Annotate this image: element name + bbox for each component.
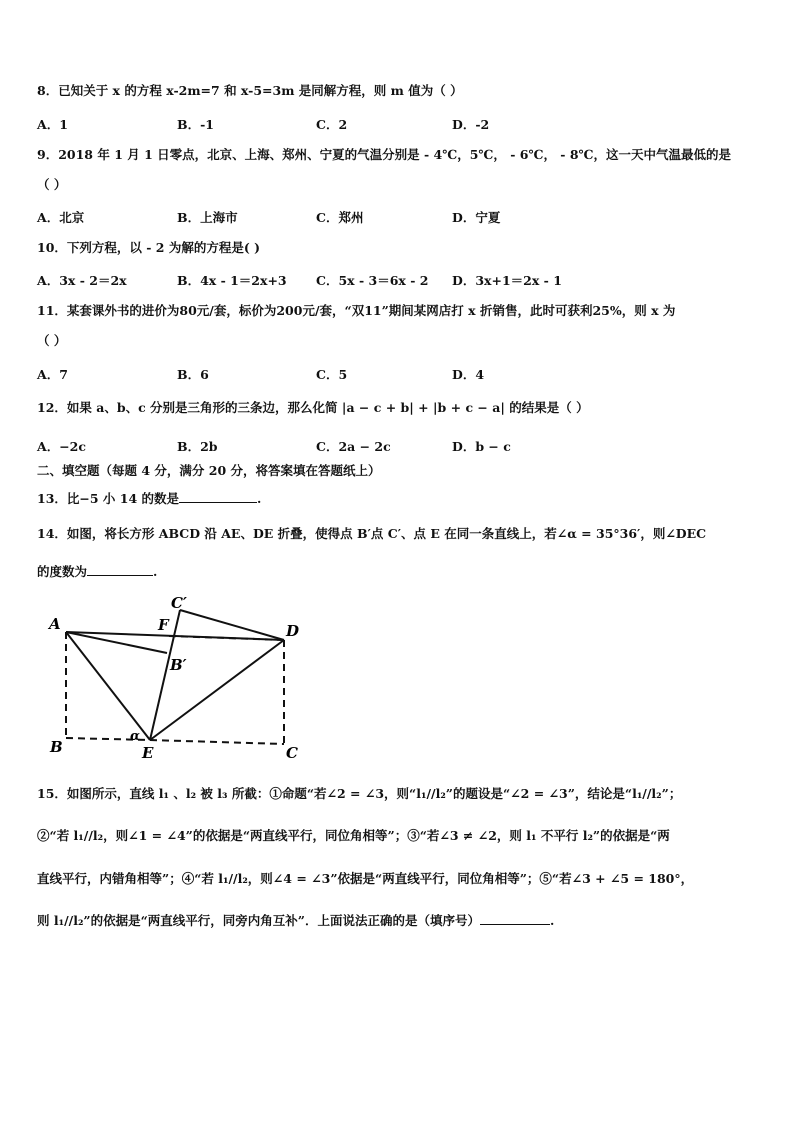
q14-stem-end: . — [153, 564, 158, 579]
q15-answer-blank[interactable] — [480, 912, 550, 925]
q11-option-d: D．4 — [452, 367, 485, 382]
q13-answer-blank[interactable] — [179, 490, 257, 503]
q14-stem-line2 — [37, 563, 760, 580]
line-C-prime-D — [180, 610, 284, 640]
q11-option-b: B．6 — [177, 367, 209, 382]
q8-stem: 8．已知关于 x 的方程 x-2m=7 和 x-5=3m 是同解方程，则 m 值为（ ） — [37, 83, 463, 98]
q8-options — [37, 115, 757, 131]
q15-end: . — [550, 913, 555, 928]
label-D: D — [286, 622, 300, 640]
edge-EC-dashed — [150, 740, 284, 744]
q9-stem-line1: 9．2018 年 1 月 1 日零点，北京、上海、郑州、宁夏的气温分别是 - 4℃，5℃， - 6℃， - 8℃，这一天中气温最低的是 — [37, 147, 732, 162]
q12-option-b: B．2b — [177, 439, 218, 454]
q15-line3: 直线平行，内错角相等”；④“若 l₁//l₂，则∠4 = ∠3”依据是“两直线平行，同位角相等”；⑤“若∠3 + ∠5 = 180°， — [37, 871, 694, 886]
line-AE — [66, 632, 150, 740]
q14-figure — [44, 592, 314, 762]
q15-line1: 15．如图所示，直线 l₁ 、l₂ 被 l₃ 所截：①命题“若∠2 = ∠3，则“l₁//l₂”的题设是“∠2 = ∠3”，结论是“l₁//l₂”； — [37, 786, 682, 801]
q8-option-b: B．-1 — [177, 117, 214, 132]
q11-options — [37, 365, 757, 381]
q12-stem: 12．如果 a、b、c 分别是三角形的三条边，那么化简 |a − c + b| + |b + c − a| 的结果是（ ） — [37, 400, 589, 415]
q10-options — [37, 271, 757, 287]
q14-stem-line1: 14．如图，将长方形 ABCD 沿 AE、DE 折叠，使得点 B′点 C′、点 E 在同一条直线上，若∠α = 35°36′，则∠DEC — [37, 526, 707, 541]
q12-option-a: A．−2c — [37, 439, 86, 454]
label-B: B — [50, 738, 63, 756]
q9-stem-line2: （ ） — [37, 177, 67, 192]
label-C: C — [286, 744, 298, 762]
q9-option-d: D．宁夏 — [452, 210, 501, 225]
label-F: F — [158, 616, 169, 634]
q14-geometry-diagram — [44, 592, 314, 762]
label-A: A — [49, 615, 61, 633]
label-E: E — [142, 744, 154, 762]
q9-option-c: C．郑州 — [316, 210, 364, 225]
q8-option-a: A．1 — [37, 117, 68, 132]
q12-options — [37, 437, 757, 453]
q8-option-d: D．-2 — [452, 117, 490, 132]
q10-stem: 10．下列方程，以 - 2 为解的方程是( ) — [37, 240, 261, 255]
q11-stem-line2: （ ） — [37, 333, 67, 348]
q14-answer-blank[interactable] — [87, 563, 153, 576]
q13-stem-end: . — [257, 491, 262, 506]
q10-option-a: A．3x - 2＝2x — [37, 273, 127, 288]
q10-option-b: B．4x - 1＝2x+3 — [177, 273, 287, 288]
q15-line2: ②“若 l₁//l₂，则∠1 = ∠4”的依据是“两直线平行，同位角相等”；③“若∠3 ≠ ∠2，则 l₁ 不平行 l₂”的依据是“两 — [37, 828, 670, 843]
label-B-prime: B′ — [170, 656, 187, 674]
label-alpha: α — [130, 729, 141, 744]
q11-stem-line1: 11．某套课外书的进价为80元/套，标价为200元/套，“双11”期间某网店打 x 折销售，此时可获利25%，则 x 为 — [37, 303, 676, 318]
q13-stem-text: 13．比−5 小 14 的数是 — [37, 491, 180, 506]
q13-stem — [37, 490, 760, 507]
q12-option-d: D．b − c — [452, 439, 511, 454]
q14-stem-line2-text: 的度数为 — [37, 564, 88, 579]
q8-option-c: C．2 — [316, 117, 348, 132]
q9-option-a: A．北京 — [37, 210, 85, 225]
q15-line4 — [37, 912, 760, 929]
q10-option-d: D．3x+1＝2x - 1 — [452, 273, 562, 288]
q15-line4-text: 则 l₁//l₂”的依据是“两直线平行，同旁内角互补”．上面说法正确的是（填序号） — [37, 913, 481, 928]
q9-option-b: B．上海市 — [177, 210, 238, 225]
section-heading-fill-in: 二、填空题（每题 4 分，满分 20 分，将答案填在答题纸上） — [37, 463, 381, 478]
q9-options — [37, 208, 757, 224]
q10-option-c: C．5x - 3＝6x - 2 — [316, 273, 429, 288]
q11-option-c: C．5 — [316, 367, 348, 382]
label-C-prime: C′ — [171, 594, 187, 612]
q11-option-a: A．7 — [37, 367, 68, 382]
q12-option-c: C．2a − 2c — [316, 439, 391, 454]
